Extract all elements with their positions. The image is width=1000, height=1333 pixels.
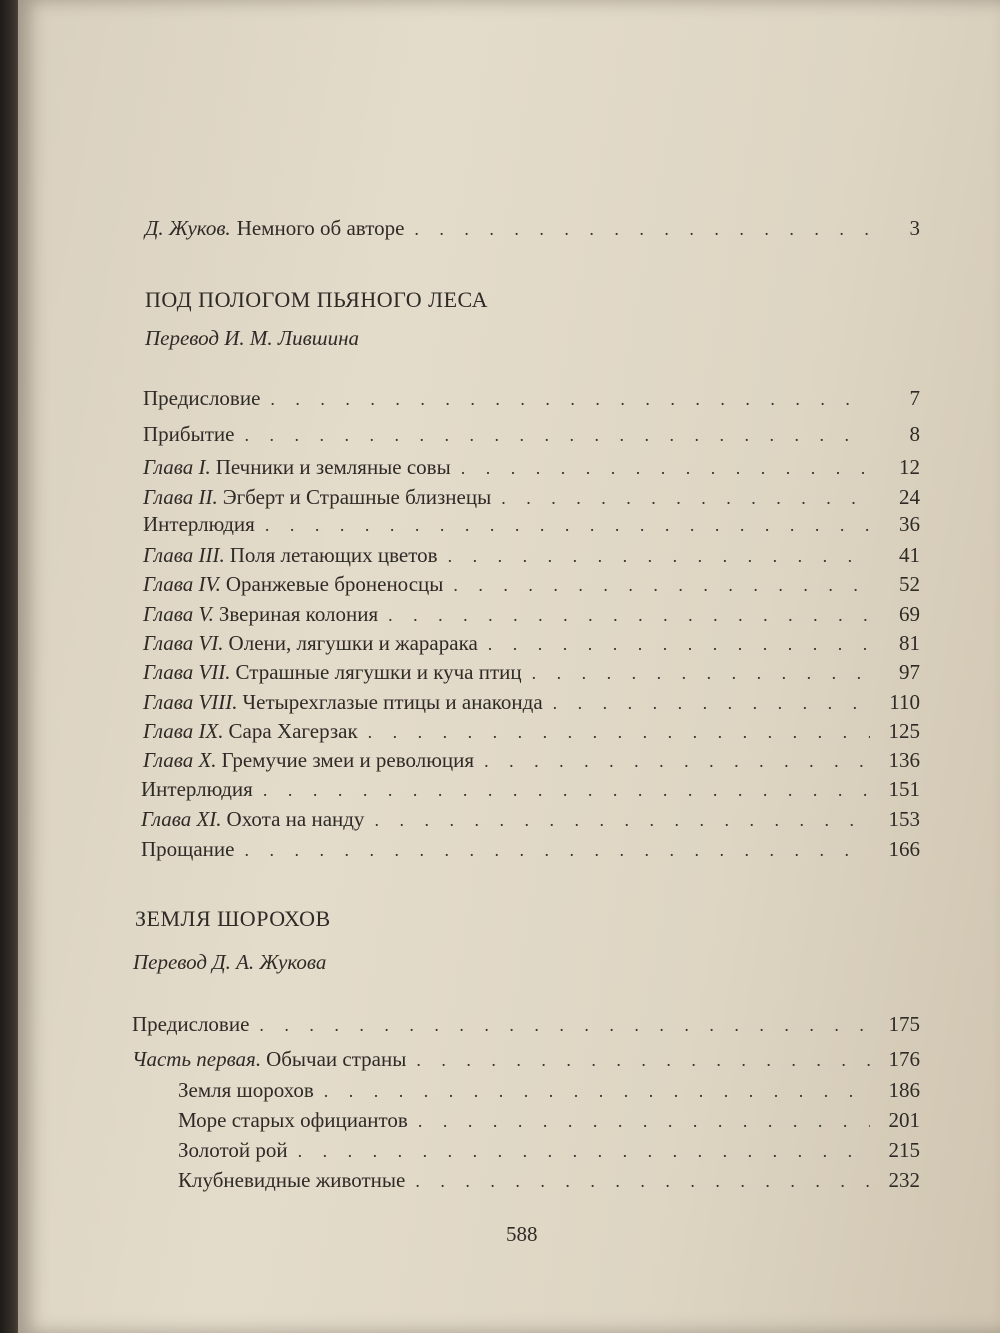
entry-title: Четырехглазые птицы и анаконда [242,690,543,714]
translator-credit: Перевод И. М. Лившина [145,326,360,350]
entry-title: Предисловие [143,386,261,410]
entry-prefix: Глава VIII. [143,690,238,714]
entry-prefix: Глава IX. [143,719,224,743]
entry-prefix: Глава IV. [143,572,221,596]
toc-entry [141,805,920,834]
leader-dots [368,718,870,746]
entry-prefix: Глава V. [143,602,214,626]
table-of-contents [18,0,1000,1333]
entry-page: 36 [899,512,920,536]
toc-entry [141,835,920,864]
toc-entry-intro [145,214,920,243]
leader-dots [259,1011,870,1039]
leader-dots [270,385,870,413]
toc-entry [178,1136,920,1165]
entry-title: Немного об авторе [236,216,405,240]
entry-page: 215 [888,1138,920,1162]
entry-title: Прибытие [143,422,235,446]
leader-dots [461,454,870,482]
entry-title: Интерлюдия [143,512,255,536]
toc-entry [132,1010,920,1039]
entry-prefix: Глава I. [143,455,211,479]
leader-dots [488,630,870,658]
entry-title: Предисловие [132,1012,250,1036]
toc-entry [178,1166,920,1195]
entry-page: 232 [888,1168,920,1192]
toc-entry [143,453,920,482]
entry-title: Олени, лягушки и жарарака [228,631,478,655]
entry-prefix: Глава VII. [143,660,231,684]
leader-dots [532,659,870,687]
entry-title: Печники и земляные совы [215,455,451,479]
book-page [18,0,1000,1333]
leader-dots [501,484,870,512]
toc-entry [143,510,920,539]
entry-title: Оранжевые броненосцы [225,572,444,596]
leader-dots [244,421,870,449]
leader-dots [298,1137,870,1165]
entry-author: Д. Жуков. [145,216,231,240]
page-number: 588 [506,1222,538,1246]
entry-title: Сара Хагерзак [228,719,358,743]
entry-prefix: Часть первая. [132,1047,262,1071]
toc-entry [143,746,920,775]
section-title: ЗЕМЛЯ ШОРОХОВ [135,906,331,931]
toc-entry [143,600,920,629]
entry-prefix: Глава X. [143,748,217,772]
entry-page: 166 [888,837,920,861]
leader-dots [414,215,870,243]
entry-page: 175 [888,1012,920,1036]
entry-title: Клубневидные животные [178,1168,406,1192]
entry-page: 69 [899,602,920,626]
toc-entry [143,384,920,413]
entry-title: Море старых официантов [178,1108,408,1132]
entry-prefix: Глава XI. [141,807,222,831]
entry-page: 41 [899,543,920,567]
entry-title: Земля шорохов [178,1078,314,1102]
entry-page: 3 [909,216,920,240]
entry-title: Звериная колония [218,602,379,626]
leader-dots [553,689,870,717]
entry-title: Золотой рой [178,1138,288,1162]
leader-dots [244,836,870,864]
entry-prefix: Глава II. [143,485,218,509]
leader-dots [265,511,870,539]
entry-page: 125 [888,719,920,743]
entry-page: 24 [899,485,920,509]
entry-title: Страшные лягушки и куча птиц [235,660,522,684]
toc-entry [143,483,920,512]
toc-entry [143,570,920,599]
toc-entry [143,717,920,746]
leader-dots [453,571,870,599]
leader-dots [416,1046,870,1074]
entry-page: 52 [899,572,920,596]
toc-entry [143,541,920,570]
toc-entry [141,775,920,804]
toc-entry [143,420,920,449]
entry-title: Охота на нанду [226,807,365,831]
entry-page: 12 [899,455,920,479]
leader-dots [263,776,870,804]
entry-page: 97 [899,660,920,684]
entry-page: 151 [888,777,920,801]
entry-page: 136 [888,748,920,772]
entry-title: Гремучие змеи и революция [221,748,475,772]
entry-page: 176 [888,1047,920,1071]
section-title: ПОД ПОЛОГОМ ПЬЯНОГО ЛЕСА [145,287,488,312]
entry-page: 110 [889,690,920,714]
toc-entry [178,1106,920,1135]
toc-entry [143,658,920,687]
entry-page: 7 [909,386,920,410]
leader-dots [324,1077,870,1105]
toc-entry [143,688,920,717]
leader-dots [374,806,870,834]
leader-dots [388,601,870,629]
entry-prefix: Глава VI. [143,631,224,655]
entry-title: Интерлюдия [141,777,253,801]
entry-title: Прощание [141,837,235,861]
leader-dots [415,1167,870,1195]
toc-entry [132,1045,920,1074]
entry-title: Поля летающих цветов [229,543,438,567]
entry-title: Обычаи страны [266,1047,407,1071]
entry-page: 186 [888,1078,920,1102]
toc-entry [178,1076,920,1105]
entry-prefix: Глава III. [143,543,225,567]
leader-dots [448,542,870,570]
entry-page: 153 [888,807,920,831]
translator-credit: Перевод Д. А. Жукова [133,950,327,974]
leader-dots [484,747,870,775]
entry-page: 81 [899,631,920,655]
entry-page: 201 [888,1108,920,1132]
entry-page: 8 [909,422,920,446]
entry-title: Эгберт и Страшные близнецы [222,485,492,509]
leader-dots [418,1107,870,1135]
toc-entry [143,629,920,658]
